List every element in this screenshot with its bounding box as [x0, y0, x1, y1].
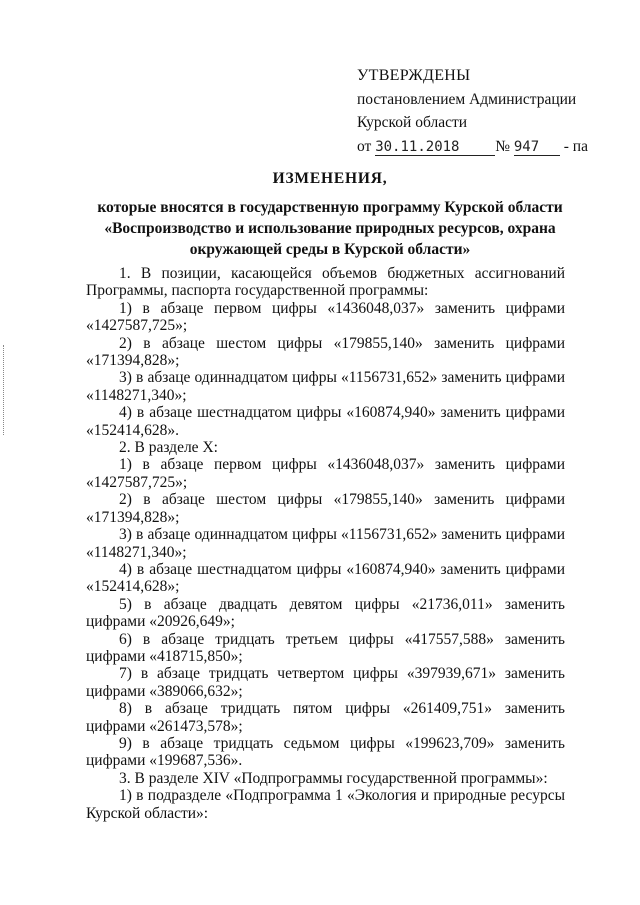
approval-dateline	[357, 135, 617, 159]
approval-stamp	[357, 64, 617, 158]
paragraph: 2) в абзаце шестом цифры «179855,140» заменить цифрами «171394,828»;	[86, 334, 565, 370]
number-prefix: №	[495, 137, 510, 155]
number-suffix: - па	[563, 137, 588, 155]
date-prefix: от	[357, 137, 372, 155]
paragraph: 1) в абзаце первом цифры «1436048,037» заменить цифрами «1427587,725»;	[86, 299, 565, 335]
paragraph: 1) в абзаце первом цифры «1436048,037» заменить цифрами «1427587,725»;	[86, 456, 565, 491]
document-heading	[60, 168, 600, 260]
approval-line-1: постановлением Администрации	[357, 90, 577, 108]
paragraph: 1) в подразделе «Подпрограмма 1 «Экология и природные ресурсы Курской области»:	[86, 787, 565, 822]
paragraph: 2. В разделе X:	[119, 439, 218, 457]
paragraph: 5) в абзаце двадцать девятом цифры «21736,011» заменить цифрами «20926,649»;	[86, 595, 565, 631]
paragraph: 8) в абзаце тридцать пятом цифры «261409,751» заменить цифрами «261473,578»;	[86, 700, 565, 735]
approval-date: 30.11.2018	[375, 139, 495, 156]
paragraph: 3. В разделе XIV «Подпрограммы государственной программы»:	[119, 769, 548, 787]
paragraph: 3) в абзаце одиннадцатом цифры «1156731,652» заменить цифрами «1148271,340»;	[86, 526, 565, 561]
paragraph: 3) в абзаце одиннадцатом цифры «1156731,652» заменить цифрами «1148271,340»;	[86, 369, 565, 404]
paragraph: 4) в абзаце шестнадцатом цифры «160874,940» заменить цифрами «152414,628».	[86, 404, 565, 439]
approval-number: 947	[514, 139, 560, 156]
document-body	[86, 265, 565, 822]
paragraph: 1. В позиции, касающейся объемов бюджетных ассигнований Программы, паспорта государственной программы:	[86, 265, 565, 300]
approval-title: УТВЕРЖДЕНЫ	[357, 67, 471, 84]
approval-line-2: Курской области	[357, 114, 468, 131]
heading-title: ИЗМЕНЕНИЯ,	[272, 170, 388, 187]
paragraph: 4) в абзаце шестнадцатом цифры «160874,940» заменить цифрами «152414,628»;	[86, 560, 565, 596]
paragraph: 7) в абзаце тридцать четвертом цифры «397939,671» заменить цифрами «389066,632»;	[86, 665, 565, 700]
paragraph: 6) в абзаце тридцать третьем цифры «417557,588» заменить цифрами «418715,850»;	[86, 630, 565, 665]
paragraph: 2) в абзаце шестом цифры «179855,140» заменить цифрами «171394,828»;	[86, 491, 565, 526]
scan-margin-mark	[3, 345, 6, 435]
heading-subtitle: которые вносятся в государственную программу Курской области «Воспроизводство и использование природных ресурсов, охрана окружающей среды в Курской области»	[97, 199, 563, 258]
paragraph: 9) в абзаце тридцать седьмом цифры «199623,709» заменить цифрами «199687,536».	[86, 734, 565, 770]
